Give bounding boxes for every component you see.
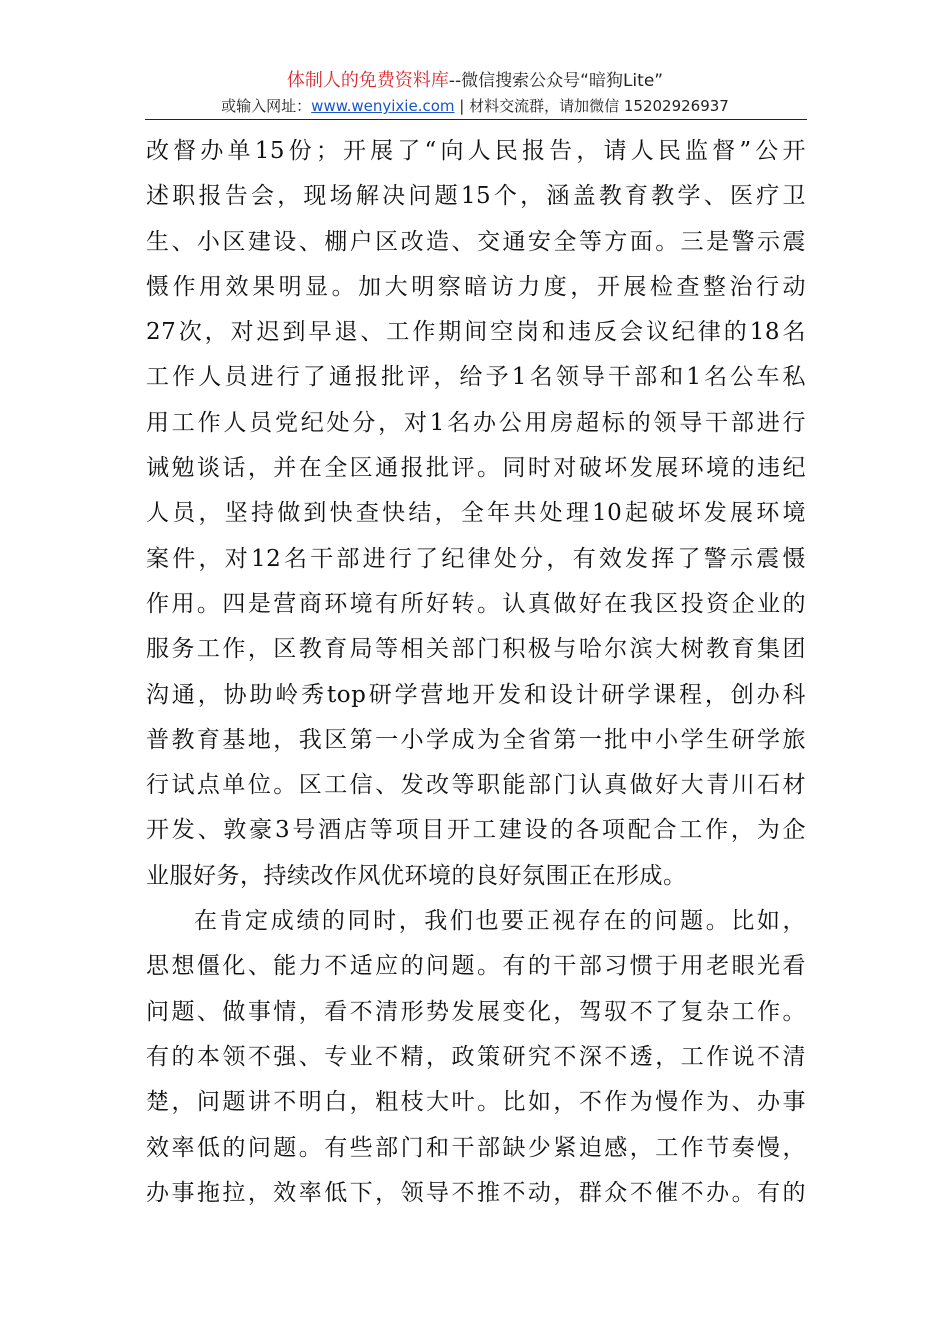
header-subtitle: --微信搜索公众号“暗狗Lite” bbox=[448, 71, 664, 91]
header-title-line bbox=[145, 68, 805, 94]
website-link[interactable]: www.wenyixie.com bbox=[311, 97, 455, 115]
text-line: 效率低的问题。有些部门和干部缺少紧迫感，工作节奏慢， bbox=[146, 1134, 806, 1161]
text-line: 普教育基地，我区第一小学成为全省第一批中小学生研学旅 bbox=[146, 726, 806, 753]
contact-info: | 材料交流群，请加微信 15202926937 bbox=[454, 97, 729, 115]
text-line: 沟通，协助岭秀top研学营地开发和设计研学课程，创办科 bbox=[146, 681, 806, 708]
text-line: 楚，问题讲不明白，粗枝大叶。比如，不作为慢作为、办事 bbox=[146, 1089, 806, 1116]
text-line: 慑作用效果明显。加大明察暗访力度，开展检查整治行动 bbox=[146, 273, 806, 300]
text-line: 述职报告会，现场解决问题15个，涵盖教育教学、医疗卫 bbox=[146, 183, 806, 210]
text-line: 思想僵化、能力不适应的问题。有的干部习惯于用老眼光看 bbox=[146, 953, 806, 980]
header-contact-line bbox=[145, 94, 805, 118]
text-line: 服务工作，区教育局等相关部门积极与哈尔滨大树教育集团 bbox=[146, 636, 806, 663]
text-line: 工作人员进行了通报批评，给予1名领导干部和1名公车私 bbox=[146, 364, 806, 391]
text-line: 改督办单15份；开展了“向人民报告，请人民监督”公开 bbox=[146, 138, 806, 164]
paragraph-1 bbox=[146, 129, 806, 899]
text-line: 有的本领不强、专业不精，政策研究不深不透，工作说不清 bbox=[146, 1043, 806, 1070]
text-line: 办事拖拉，效率低下，领导不推不动，群众不催不办。有的 bbox=[146, 1179, 806, 1206]
text-line: 人员，坚持做到快查快结，全年共处理10起破坏发展环境 bbox=[146, 500, 806, 527]
text-line: 诫勉谈话，并在全区通报批评。同时对破坏发展环境的违纪 bbox=[146, 455, 806, 482]
text-line: 业服好务，持续改作风优环境的良好氛围正在形成。 bbox=[146, 862, 687, 889]
text-line: 用工作人员党纪处分，对1名办公用房超标的领导干部进行 bbox=[146, 409, 806, 436]
text-line: 生、小区建设、棚户区改造、交通安全等方面。三是警示震 bbox=[146, 228, 806, 255]
brand-title: 体制人的免费资料库 bbox=[286, 70, 449, 91]
text-line: 27次，对迟到早退、工作期间空岗和违反会议纪律的18名 bbox=[146, 319, 806, 346]
header-divider bbox=[145, 119, 807, 120]
url-prefix: 或输入网址： bbox=[221, 97, 312, 115]
text-line: 问题、做事情，看不清形势发展变化，驾驭不了复杂工作。 bbox=[146, 998, 806, 1025]
document-body bbox=[146, 129, 806, 1216]
paragraph-2 bbox=[146, 899, 806, 1216]
text-line: 行试点单位。区工信、发改等职能部门认真做好大青川石材 bbox=[146, 772, 806, 799]
text-line: 案件，对12名干部进行了纪律处分，有效发挥了警示震慑 bbox=[146, 545, 806, 572]
page-header bbox=[145, 68, 805, 118]
text-line: 开发、敦豪3号酒店等项目开工建设的各项配合工作，为企 bbox=[146, 817, 806, 844]
text-line: 作用。四是营商环境有所好转。认真做好在我区投资企业的 bbox=[146, 590, 806, 617]
text-line: 在肯定成绩的同时，我们也要正视存在的问题。比如， bbox=[194, 908, 806, 935]
